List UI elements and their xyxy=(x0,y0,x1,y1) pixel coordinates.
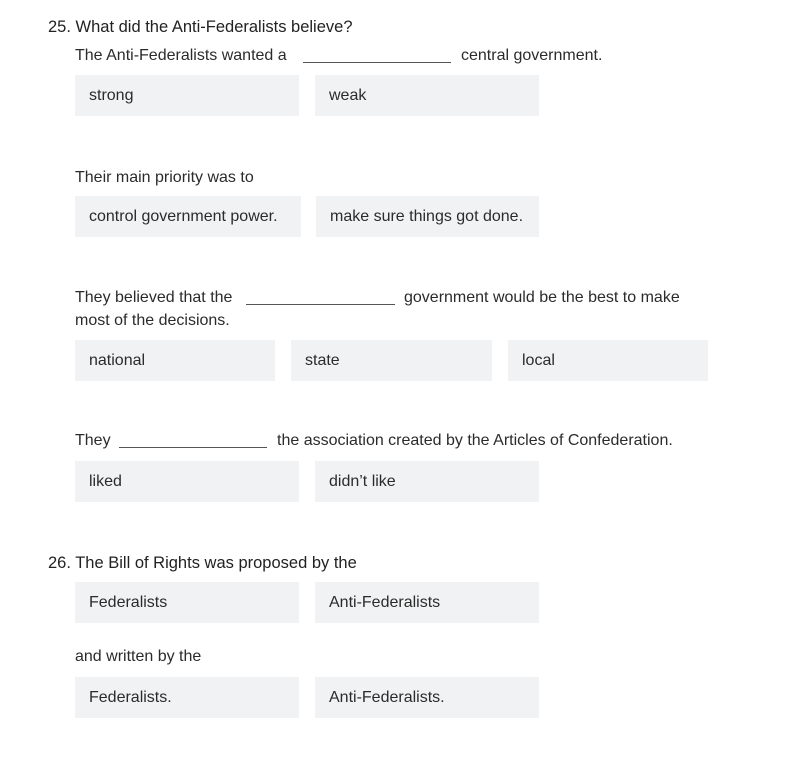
q25-s2-prompt: Their main priority was to xyxy=(75,169,254,186)
q25-s3-text-before: They believed that the xyxy=(75,289,233,306)
q25-s1-option-strong[interactable]: strong xyxy=(75,75,299,116)
question-26-title: 26. The Bill of Rights was proposed by the xyxy=(48,554,357,572)
q26-option1-federalists[interactable]: Federalists xyxy=(75,582,299,623)
q25-s3-option-national[interactable]: national xyxy=(75,340,275,381)
question-25-title: 25. What did the Anti-Federalists believe? xyxy=(48,18,353,36)
q26-prompt2: and written by the xyxy=(75,648,202,665)
q25-s4-option-liked[interactable]: liked xyxy=(75,461,299,502)
q25-s3-blank[interactable] xyxy=(246,304,395,305)
q25-s2-option-get-done[interactable]: make sure things got done. xyxy=(316,196,539,237)
q25-s3-option-local[interactable]: local xyxy=(508,340,708,381)
q25-s3-text-after: government would be the best to make xyxy=(404,289,680,306)
q25-s4-option-didnt-like[interactable]: didn’t like xyxy=(315,461,539,502)
q26-option1-anti-federalists[interactable]: Anti-Federalists xyxy=(315,582,539,623)
q25-s1-option-weak[interactable]: weak xyxy=(315,75,539,116)
q25-s3-option-state[interactable]: state xyxy=(291,340,492,381)
q25-s4-blank[interactable] xyxy=(119,447,267,448)
q25-s4-text-after: the association created by the Articles of Confederation. xyxy=(277,432,673,449)
q25-s1-text-before: The Anti-Federalists wanted a xyxy=(75,47,287,64)
q26-option2-anti-federalists[interactable]: Anti-Federalists. xyxy=(315,677,539,718)
q26-option2-federalists[interactable]: Federalists. xyxy=(75,677,299,718)
q25-s1-text-after: central government. xyxy=(461,47,603,64)
q25-s3-text-line2: most of the decisions. xyxy=(75,312,230,329)
q25-s4-text-before: They xyxy=(75,432,111,449)
q25-s1-blank[interactable] xyxy=(303,62,451,63)
q25-s2-option-control-power[interactable]: control government power. xyxy=(75,196,301,237)
